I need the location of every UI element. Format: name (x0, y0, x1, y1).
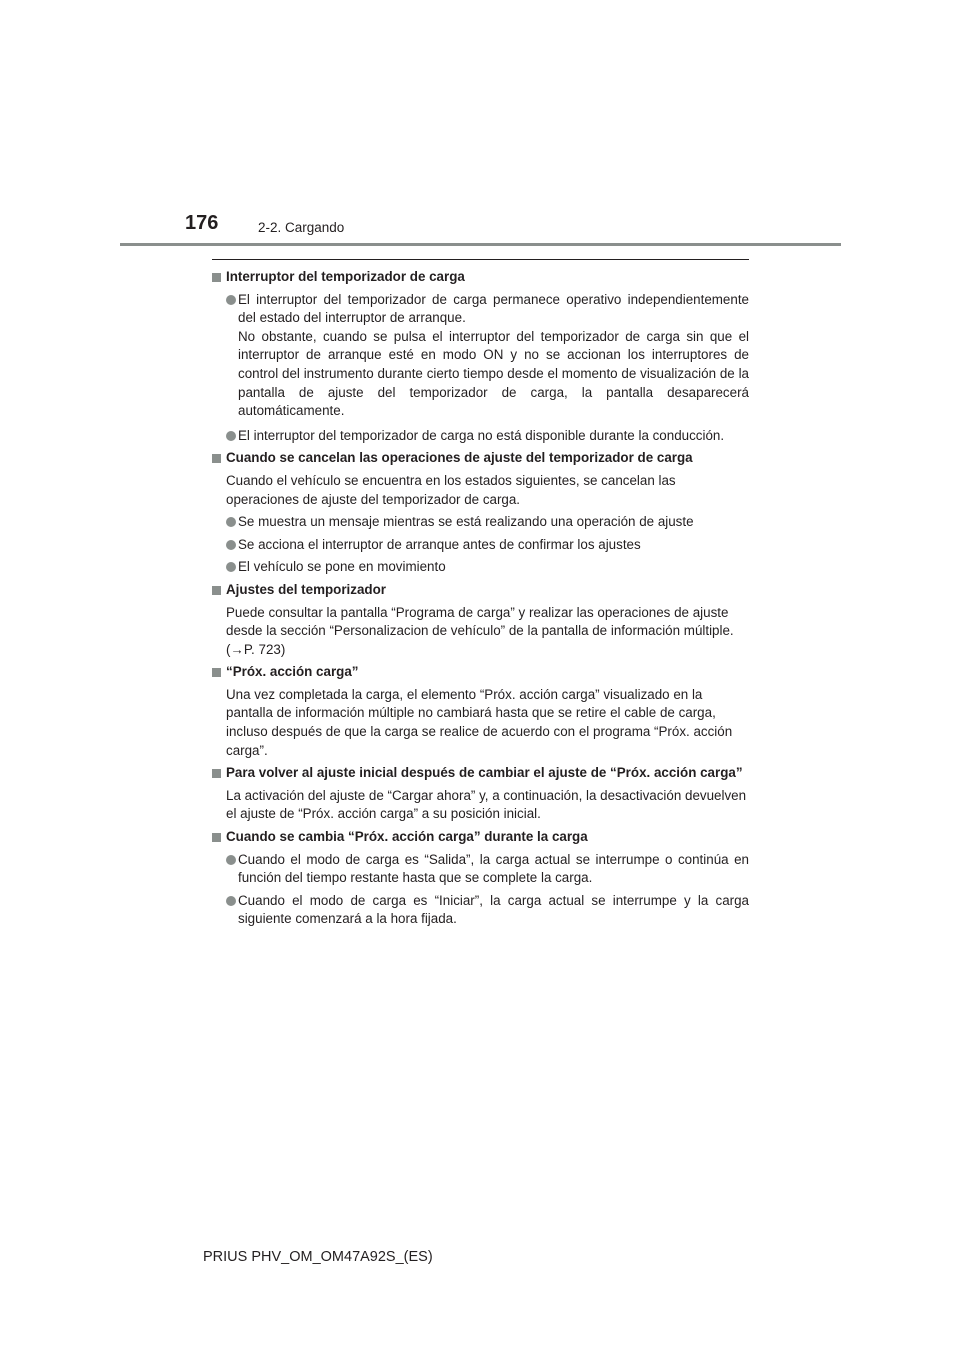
section-text: Cuando el vehículo se encuentra en los estados siguientes, se cancelan las operaciones de ajuste del temporizador de carga. (226, 472, 676, 507)
square-bullet-icon (212, 833, 221, 842)
section-label: 2-2. Cargando (258, 220, 345, 235)
section-heading: Interruptor del temporizador de carga (211, 268, 749, 287)
section-text: La activación del ajuste de “Cargar ahora” y, a continuación, la desactivación devuelven el ajuste de “Próx. acción carga” a su posición inicial. (226, 787, 747, 822)
square-bullet-icon (212, 769, 221, 778)
content-divider (212, 259, 749, 260)
square-bullet-icon (212, 454, 221, 463)
document-id: PRIUS PHV_OM_OM47A92S_(ES) (203, 1249, 433, 1265)
section-heading: Para volver al ajuste inicial después de cambiar el ajuste de “Próx. acción carga” (211, 764, 749, 783)
list-item: Cuando el modo de carga es “Salida”, la carga actual se interrumpe o continúa en función del tiempo restante hasta que se complete la carga. (211, 851, 749, 888)
section-heading: “Próx. acción carga” (211, 663, 749, 682)
page-number: 176 (185, 212, 219, 234)
section-heading: Cuando se cancelan las operaciones de ajuste del temporizador de carga (211, 449, 749, 468)
circle-bullet-icon (226, 295, 236, 305)
circle-bullet-icon (226, 896, 236, 906)
circle-bullet-icon (226, 517, 236, 527)
circle-bullet-icon (226, 562, 236, 572)
content (211, 268, 749, 933)
square-bullet-icon (212, 586, 221, 595)
section-text: Una vez completada la carga, el elemento “Próx. acción carga” visualizado en la pantalla de información múltiple no cambiará hasta que se retire el cable de carga, incluso después de que la carga se realice de acuerdo con el programa “Próx. acción carga”. (226, 686, 733, 758)
square-bullet-icon (212, 668, 221, 677)
list-item: El vehículo se pone en movimiento (211, 558, 749, 577)
circle-bullet-icon (226, 540, 236, 550)
page-reference: (→P. 723) (226, 641, 286, 657)
circle-bullet-icon (226, 431, 236, 441)
section-text: Puede consultar la pantalla “Programa de carga” y realizar las operaciones de ajuste desde la sección “Personalizacion de vehículo” de la pantalla de información múltiple. (→P. 723) (211, 604, 749, 660)
section-heading: Ajustes del temporizador (211, 581, 749, 600)
list-item: Se acciona el interruptor de arranque antes de confirmar los ajustes (211, 536, 749, 555)
list-item: Se muestra un mensaje mientras se está realizando una operación de ajuste (211, 513, 749, 532)
list-item: El interruptor del temporizador de carga no está disponible durante la conducción. (211, 427, 749, 446)
section-heading: Cuando se cambia “Próx. acción carga” durante la carga (211, 828, 749, 847)
circle-bullet-icon (226, 855, 236, 865)
list-item: El interruptor del temporizador de carga permanece operativo independientemente del estado del interruptor de arranque. No obstante, cuando se pulsa el interruptor del temporizador de carga sin que el interruptor de arranque esté en modo ON y no se accionan los interruptores de control del instrumento durante cierto tiempo desde el momento de visualización de la pantalla de ajuste del temporizador de carga, la pantalla desaparecerá automáticamente. (211, 291, 749, 421)
square-bullet-icon (212, 273, 221, 282)
list-item: Cuando el modo de carga es “Iniciar”, la carga actual se interrumpe y la carga siguiente comenzará a la hora fijada. (211, 892, 749, 929)
header-rule (120, 243, 841, 246)
